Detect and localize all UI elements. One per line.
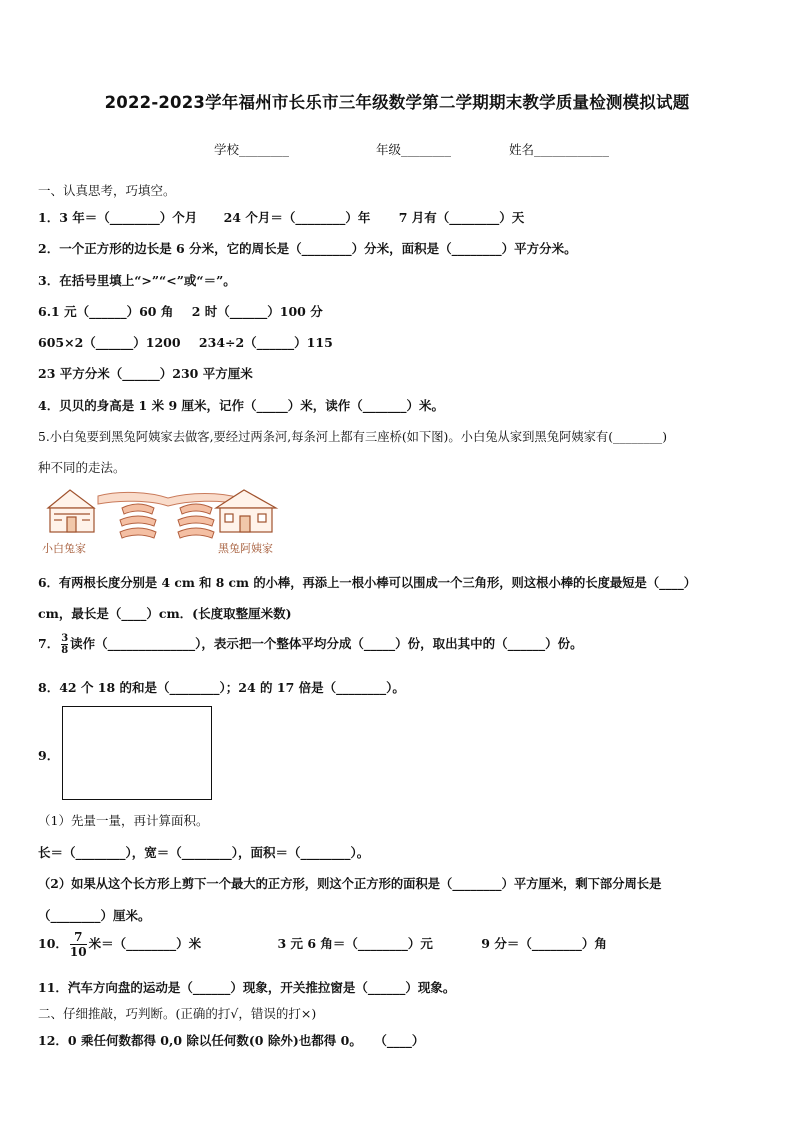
q3a-part-2: 2 时（______）100 分 <box>191 304 323 319</box>
question-9-part-2-line-2: （________）厘米。 <box>38 908 151 923</box>
question-6-line-2: cm，最长是（____）cm．(长度取整厘米数) <box>38 606 292 621</box>
question-11: 11．汽车方向盘的运动是（______）现象，开关推拉窗是（______）现象。 <box>38 980 456 995</box>
name-field[interactable]: 姓名____________ <box>509 142 610 157</box>
question-5-line-1: 5.小白兔要到黑兔阿姨家去做客,要经过两条河,每条河上都有三座桥(如下图)。小白兔从家到黑兔阿姨家有(________) <box>38 430 667 444</box>
question-5-line-2: 种不同的走法。 <box>38 460 126 475</box>
q10-part-1: 米＝（________）米 <box>88 936 202 951</box>
q7-number: 7． <box>38 636 60 651</box>
question-7 <box>38 633 583 656</box>
question-12: 12．0 乘任何数都得 0,0 除以任何数(0 除外)也都得 0。 （____） <box>38 1033 425 1048</box>
q7-fraction-numerator: 3 <box>61 633 69 644</box>
section-1-heading: 一、认真思考，巧填空。 <box>38 183 176 198</box>
rectangle-figure <box>62 706 212 800</box>
question-9-part-1-answers: 长＝（________），宽＝（________），面积＝（________）。 <box>38 845 370 860</box>
q10-fraction-numerator: 7 <box>74 930 83 944</box>
q3b-part-2: 234÷2（______）115 <box>198 335 333 350</box>
bridges-river-2-icon <box>178 504 214 538</box>
left-house-icon <box>48 490 94 532</box>
school-field[interactable]: 学校________ <box>214 142 290 157</box>
river-sketch <box>98 492 240 506</box>
question-6-line-1: 6．有两根长度分别是 4 cm 和 8 cm 的小棒，再添上一根小棒可以围成一个三角形，则这根小棒的长度最短是（____） <box>38 575 697 590</box>
q3a-part-1: 6.1 元（______）60 角 <box>38 304 174 319</box>
question-1 <box>38 208 524 226</box>
q3b-part-1: 605×2（______）1200 <box>38 335 181 350</box>
question-3-row-2 <box>38 333 333 351</box>
q1-part-3: 7 月有（________）天 <box>398 210 525 225</box>
question-8: 8．42 个 18 的和是（________）；24 的 17 倍是（________）。 <box>38 680 405 695</box>
question-2: 2．一个正方形的边长是 6 分米，它的周长是（________）分米，面积是（________）平方分米。 <box>38 241 577 256</box>
page-title: 2022-2023学年福州市长乐市三年级数学第二学期期末教学质量检测模拟试题 <box>104 93 690 112</box>
question-3: 3．在括号里填上“>”“<”或“＝”。 <box>38 273 236 288</box>
q10-number: 10． <box>38 936 68 951</box>
question-3-row-1 <box>38 302 323 320</box>
q7-text: 读作（______________），表示把一个整体平均分成（_____）份，取出其中的（______）份。 <box>70 636 583 651</box>
q10-fraction <box>70 930 87 959</box>
section-2-heading: 二、仔细推敲，巧判断。(正确的打√，错误的打×) <box>38 1006 317 1021</box>
grade-field[interactable]: 年级________ <box>376 142 452 157</box>
q7-fraction-denominator: 8 <box>61 645 69 656</box>
left-house-label: 小白兔家 <box>42 542 86 555</box>
right-house-label: 黑兔阿姨家 <box>218 542 273 555</box>
q7-fraction <box>61 633 68 656</box>
q10-part-3: 9 分＝（________）角 <box>481 936 607 951</box>
q1-part-1: 1．3 年＝（________）个月 <box>38 210 198 225</box>
question-4: 4．贝贝的身高是 1 米 9 厘米，记作（_____）米，读作（_______）米。 <box>38 398 445 413</box>
question-10 <box>38 930 607 959</box>
question-9-number: 9． <box>38 748 60 763</box>
question-9-part-2-line-1: （2）如果从这个长方形上剪下一个最大的正方形，则这个正方形的面积是（________）平方厘米，剩下部分周长是 <box>38 876 662 891</box>
question-9-part-1: （1）先量一量，再计算面积。 <box>38 813 209 828</box>
bridges-river-1-icon <box>120 504 156 538</box>
bridges-figure <box>40 486 282 556</box>
q10-part-2: 3 元 6 角＝（________）元 <box>277 936 433 951</box>
q10-fraction-denominator: 10 <box>69 945 87 959</box>
q1-part-2: 24 个月＝（________）年 <box>223 210 371 225</box>
question-3-row-3: 23 平方分米（______）230 平方厘米 <box>38 366 253 381</box>
